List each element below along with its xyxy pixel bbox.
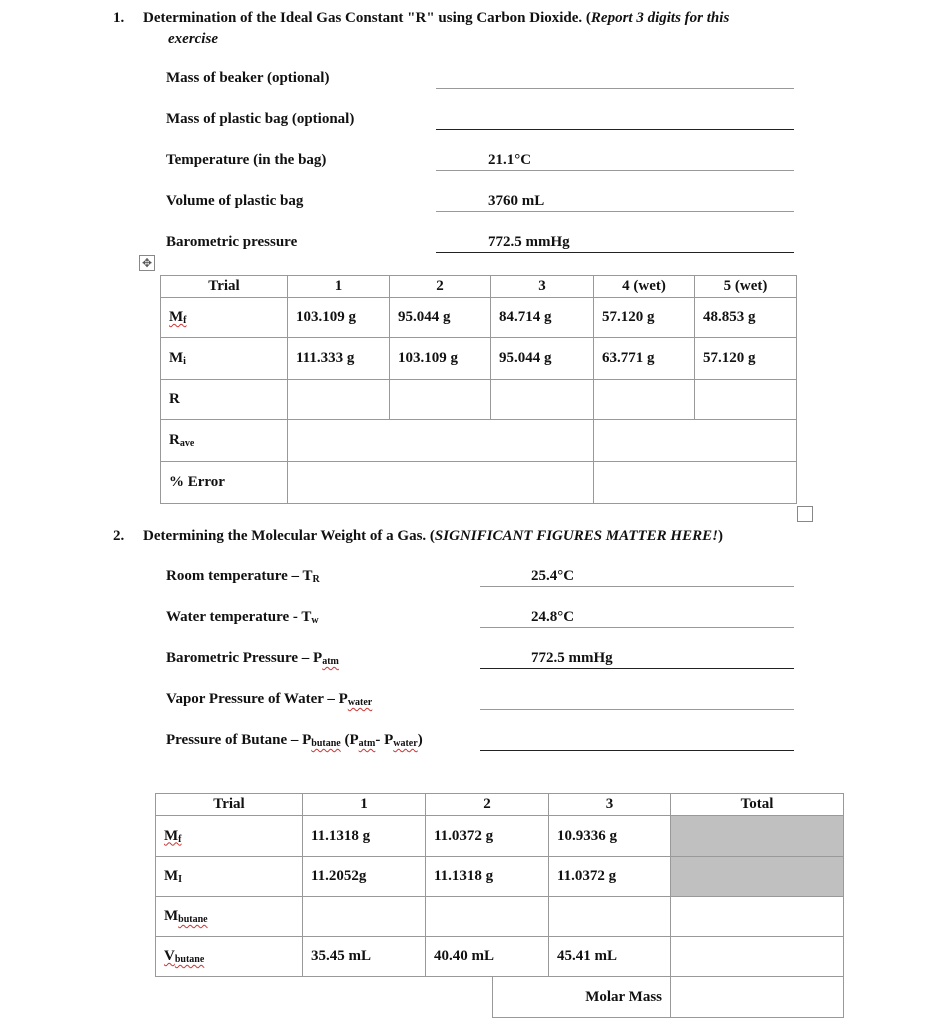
cell[interactable]: 84.714 g <box>491 298 594 338</box>
field-line-bag-mass[interactable] <box>436 129 794 130</box>
row-label-mf: $M_f$ <box>156 816 303 857</box>
row-label-rave: $R_{ave}$ <box>161 420 288 462</box>
table-row-mbutane <box>156 897 844 937</box>
row-label-mi: $M_I$ <box>156 857 303 897</box>
cell[interactable] <box>695 380 797 420</box>
table-row-rave <box>161 420 797 462</box>
table-row-mf <box>161 298 797 338</box>
cell[interactable] <box>549 897 671 937</box>
field-line-barometric <box>436 252 794 253</box>
header-trial-2: 2 <box>390 276 491 298</box>
header-trial-3: 3 <box>491 276 594 298</box>
table-row-mi <box>161 338 797 380</box>
field-line-vapor-pressure[interactable] <box>480 709 794 710</box>
cell[interactable]: 103.109 g <box>288 298 390 338</box>
field-line-water-temp <box>480 627 794 628</box>
row-label-mf: $M_f$ <box>161 298 288 338</box>
header-trial-1: 1 <box>288 276 390 298</box>
table-row-mf <box>156 816 844 857</box>
cell[interactable]: 45.41 mL <box>549 937 671 977</box>
field-value-barometric[interactable]: 772.5 mmHg <box>488 234 570 250</box>
field-value-barometric-2[interactable]: 772.5 mmHg <box>531 650 613 666</box>
cell[interactable]: 11.1318 g <box>303 816 426 857</box>
field-value-volume[interactable]: 3760 mL <box>488 193 545 209</box>
cell[interactable]: 103.109 g <box>390 338 491 380</box>
cell-shaded <box>671 857 844 897</box>
cell[interactable]: 111.333 g <box>288 338 390 380</box>
header-trial-3: 3 <box>549 794 671 816</box>
section-1-title-cont: exercise <box>168 31 218 47</box>
section-1-title: Determination of the Ideal Gas Constant "R" using Carbon Dioxide. (Report 3 digits for this <box>143 10 730 26</box>
table-row-r <box>161 380 797 420</box>
cell[interactable] <box>594 380 695 420</box>
field-label-bag-mass: Mass of plastic bag (optional) <box>166 111 355 127</box>
field-line-volume <box>436 211 794 212</box>
cell[interactable] <box>426 897 549 937</box>
cell[interactable] <box>288 420 594 462</box>
section-2-number: 2. <box>113 528 125 544</box>
table-move-handle-icon[interactable]: ✥ <box>139 255 155 271</box>
field-line-temperature <box>436 170 794 171</box>
cell[interactable] <box>594 420 797 462</box>
field-line-butane-pressure[interactable] <box>480 750 794 751</box>
header-trial: Trial <box>161 276 288 298</box>
cell[interactable] <box>671 937 844 977</box>
cell[interactable]: 11.2052g <box>303 857 426 897</box>
molecular-weight-table <box>155 793 844 977</box>
field-label-volume: Volume of plastic bag <box>166 193 304 209</box>
table-row-vbutane <box>156 937 844 977</box>
cell[interactable] <box>303 897 426 937</box>
cell[interactable]: 11.0372 g <box>426 816 549 857</box>
cell[interactable]: 95.044 g <box>390 298 491 338</box>
cell[interactable]: 10.9336 g <box>549 816 671 857</box>
table-header-row <box>156 794 844 816</box>
field-label-barometric: Barometric pressure <box>166 234 298 250</box>
cell[interactable]: 11.0372 g <box>549 857 671 897</box>
cell[interactable]: 40.40 mL <box>426 937 549 977</box>
field-label-beaker-mass: Mass of beaker (optional) <box>166 70 330 86</box>
cell-shaded <box>671 816 844 857</box>
row-label-r: R <box>161 380 288 420</box>
field-label-temperature: Temperature (in the bag) <box>166 152 327 168</box>
section-2-title: Determining the Molecular Weight of a Gas. (SIGNIFICANT FIGURES MATTER HERE!) <box>143 528 723 544</box>
field-label-water-temp: Water temperature - $T_w$ <box>166 609 319 626</box>
field-line-barometric-2 <box>480 668 794 669</box>
cell[interactable]: 48.853 g <box>695 298 797 338</box>
row-label-error: % Error <box>161 462 288 504</box>
molar-mass-value[interactable] <box>671 977 844 1018</box>
cell[interactable] <box>594 462 797 504</box>
r-constant-table <box>160 275 797 504</box>
cell[interactable] <box>288 380 390 420</box>
field-label-butane-pressure: Pressure of Butane – $P_{butane}$ ($P_{atm}-$ $P_{water}$) <box>166 732 423 749</box>
table-row-mi <box>156 857 844 897</box>
cell[interactable] <box>390 380 491 420</box>
cell[interactable] <box>671 897 844 937</box>
header-trial-5: 5 (wet) <box>695 276 797 298</box>
field-label-vapor-pressure: Vapor Pressure of Water – $P_{water}$ <box>166 691 373 708</box>
cell[interactable]: 11.1318 g <box>426 857 549 897</box>
header-trial: Trial <box>156 794 303 816</box>
header-total: Total <box>671 794 844 816</box>
molar-mass-label: Molar Mass <box>493 977 671 1018</box>
section-1-number: 1. <box>113 10 125 26</box>
row-label-mbutane: $M_{butane}$ <box>156 897 303 937</box>
molar-mass-table <box>492 976 844 1018</box>
table-row-error <box>161 462 797 504</box>
cell[interactable] <box>491 380 594 420</box>
header-trial-1: 1 <box>303 794 426 816</box>
cell[interactable]: 57.120 g <box>594 298 695 338</box>
field-value-water-temp[interactable]: 24.8°C <box>531 609 575 625</box>
cell[interactable]: 35.45 mL <box>303 937 426 977</box>
field-value-temperature[interactable]: 21.1°C <box>488 152 532 168</box>
field-value-room-temp[interactable]: 25.4°C <box>531 568 575 584</box>
row-label-vbutane: $V_{butane}$ <box>156 937 303 977</box>
cell[interactable] <box>288 462 594 504</box>
table-header-row <box>161 276 797 298</box>
field-line-beaker-mass[interactable] <box>436 88 794 89</box>
table-resize-handle[interactable] <box>797 506 813 522</box>
row-label-mi: $M_i$ <box>161 338 288 380</box>
cell[interactable]: 95.044 g <box>491 338 594 380</box>
header-trial-4: 4 (wet) <box>594 276 695 298</box>
field-line-room-temp <box>480 586 794 587</box>
cell[interactable]: 57.120 g <box>695 338 797 380</box>
header-trial-2: 2 <box>426 794 549 816</box>
field-label-barometric-2: Barometric Pressure – $P_{atm}$ <box>166 650 339 667</box>
field-label-room-temp: Room temperature – $T_R$ <box>166 568 320 585</box>
cell[interactable]: 63.771 g <box>594 338 695 380</box>
